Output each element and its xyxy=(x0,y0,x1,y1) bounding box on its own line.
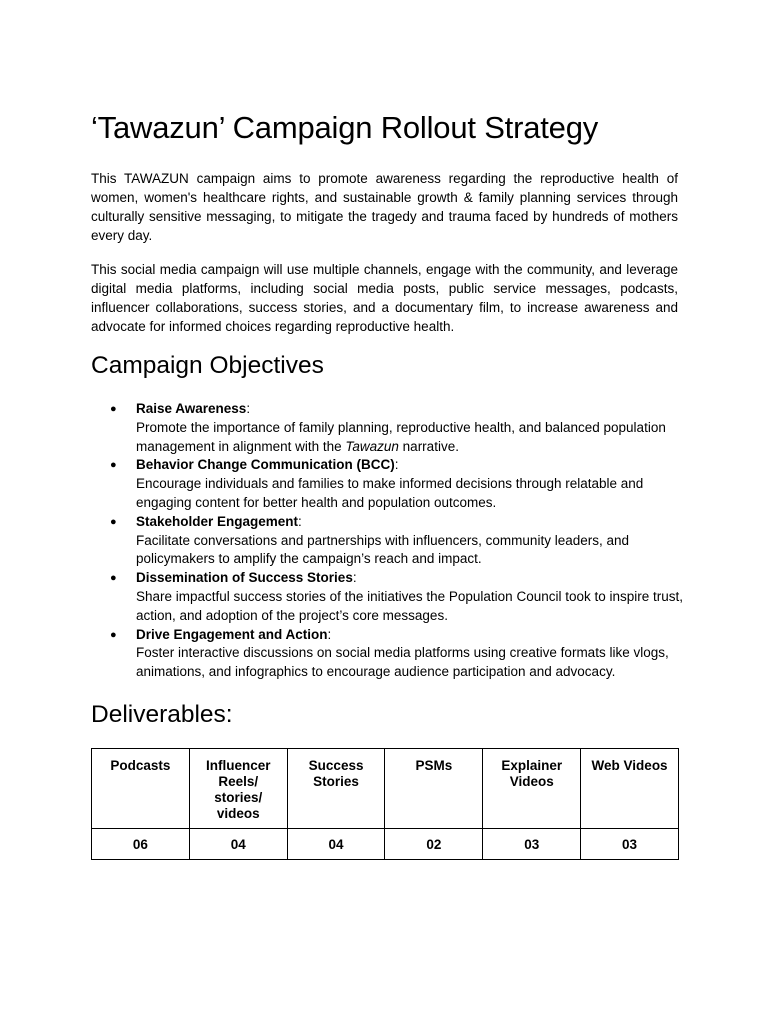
objective-term: Dissemination of Success Stories xyxy=(136,570,353,586)
table-header-cell: Web Videos xyxy=(581,749,679,829)
objective-description-tail: narrative. xyxy=(398,438,459,454)
objective-term: Raise Awareness xyxy=(136,401,247,416)
table-cell: 04 xyxy=(287,829,385,860)
bullet-icon: ● xyxy=(110,459,117,472)
table-row xyxy=(92,829,679,860)
table-cell: 06 xyxy=(92,829,190,860)
table-header-cell: Explainer Videos xyxy=(483,749,581,829)
table-cell: 03 xyxy=(483,829,581,860)
objective-description-italic: Tawazun xyxy=(345,438,399,454)
bullet-icon: ● xyxy=(110,515,117,528)
table-header-cell: Influencer Reels/ stories/ videos xyxy=(189,749,287,829)
objective-description xyxy=(136,419,691,457)
intro-paragraph-2: This social media campaign will use multiple channels, engage with the community, and leverage digital media platforms, including social media posts, public service messages, podcasts, influencer collaborations, success stories, and a documentary film, to increase awareness and advocate for informed choices regarding reproductive health. xyxy=(91,262,678,334)
list-item: ● Stakeholder Engagement: Facilitate conversations and partnerships with influencers, community leaders, and policymakers to amplify the campaign’s reach and impact. xyxy=(91,513,691,569)
objective-description: Encourage individuals and families to make informed decisions through relatable and engaging content for better health and population outcomes. xyxy=(136,476,644,510)
objectives-heading: Campaign Objectives xyxy=(91,352,324,379)
table-header-row xyxy=(92,749,679,829)
table-cell: 04 xyxy=(189,829,287,860)
list-item: ● Drive Engagement and Action: Foster interactive discussions on social media platforms using creative formats like vlogs, animations, and infographics to encourage audience participation and advocacy. xyxy=(91,626,691,682)
table-header-cell: PSMs xyxy=(385,749,483,829)
objective-term: Behavior Change Communication (BCC) xyxy=(136,457,395,473)
objective-term: Stakeholder Engagement xyxy=(136,513,299,529)
list-item: ● Behavior Change Communication (BCC): Encourage individuals and families to make informed decisions through relatable and engaging content for better health and population outcomes. xyxy=(91,456,691,512)
table-cell: 02 xyxy=(385,829,483,860)
bullet-icon: ● xyxy=(110,628,117,641)
table-header-cell: Podcasts xyxy=(92,749,190,829)
objective-description-text: Promote the importance of family planning, reproductive health, and balanced population management in alignment with the xyxy=(136,419,666,454)
deliverables-heading: Deliverables: xyxy=(91,701,233,728)
table-cell: 03 xyxy=(581,829,679,860)
objective-description: Facilitate conversations and partnerships with influencers, community leaders, and policymakers to amplify the campaign’s reach and impact. xyxy=(136,532,629,567)
objectives-list xyxy=(91,400,691,682)
bullet-icon: ● xyxy=(110,572,117,585)
list-item: ● Dissemination of Success Stories: Share impactful success stories of the initiatives the Population Council took to inspire trust, action, and adoption of the project’s core messages. xyxy=(91,569,691,625)
table-header-cell: Success Stories xyxy=(287,749,385,829)
objective-description: Share impactful success stories of the initiatives the Population Council took to inspire trust, action, and adoption of the project’s core messages. xyxy=(136,588,684,623)
list-item: ● Raise Awareness: Promote the importance of family planning, reproductive health, and balanced population management in alignment with the Tawazun narrative. xyxy=(91,400,691,456)
document-title: ‘Tawazun’ Campaign Rollout Strategy xyxy=(91,110,599,145)
intro-paragraph-1: This TAWAZUN campaign aims to promote awareness regarding the reproductive health of women, women's healthcare rights, and sustainable growth & family planning services through culturally sensitive messaging, to mitigate the tragedy and trauma faced by hundreds of mothers every day. xyxy=(91,171,678,243)
objective-term: Drive Engagement and Action xyxy=(136,626,328,642)
objective-description: Foster interactive discussions on social media platforms using creative formats like vlogs, animations, and infographics to encourage audience participation and advocacy. xyxy=(136,645,669,680)
bullet-icon: ● xyxy=(110,403,117,415)
deliverables-table xyxy=(91,748,679,860)
